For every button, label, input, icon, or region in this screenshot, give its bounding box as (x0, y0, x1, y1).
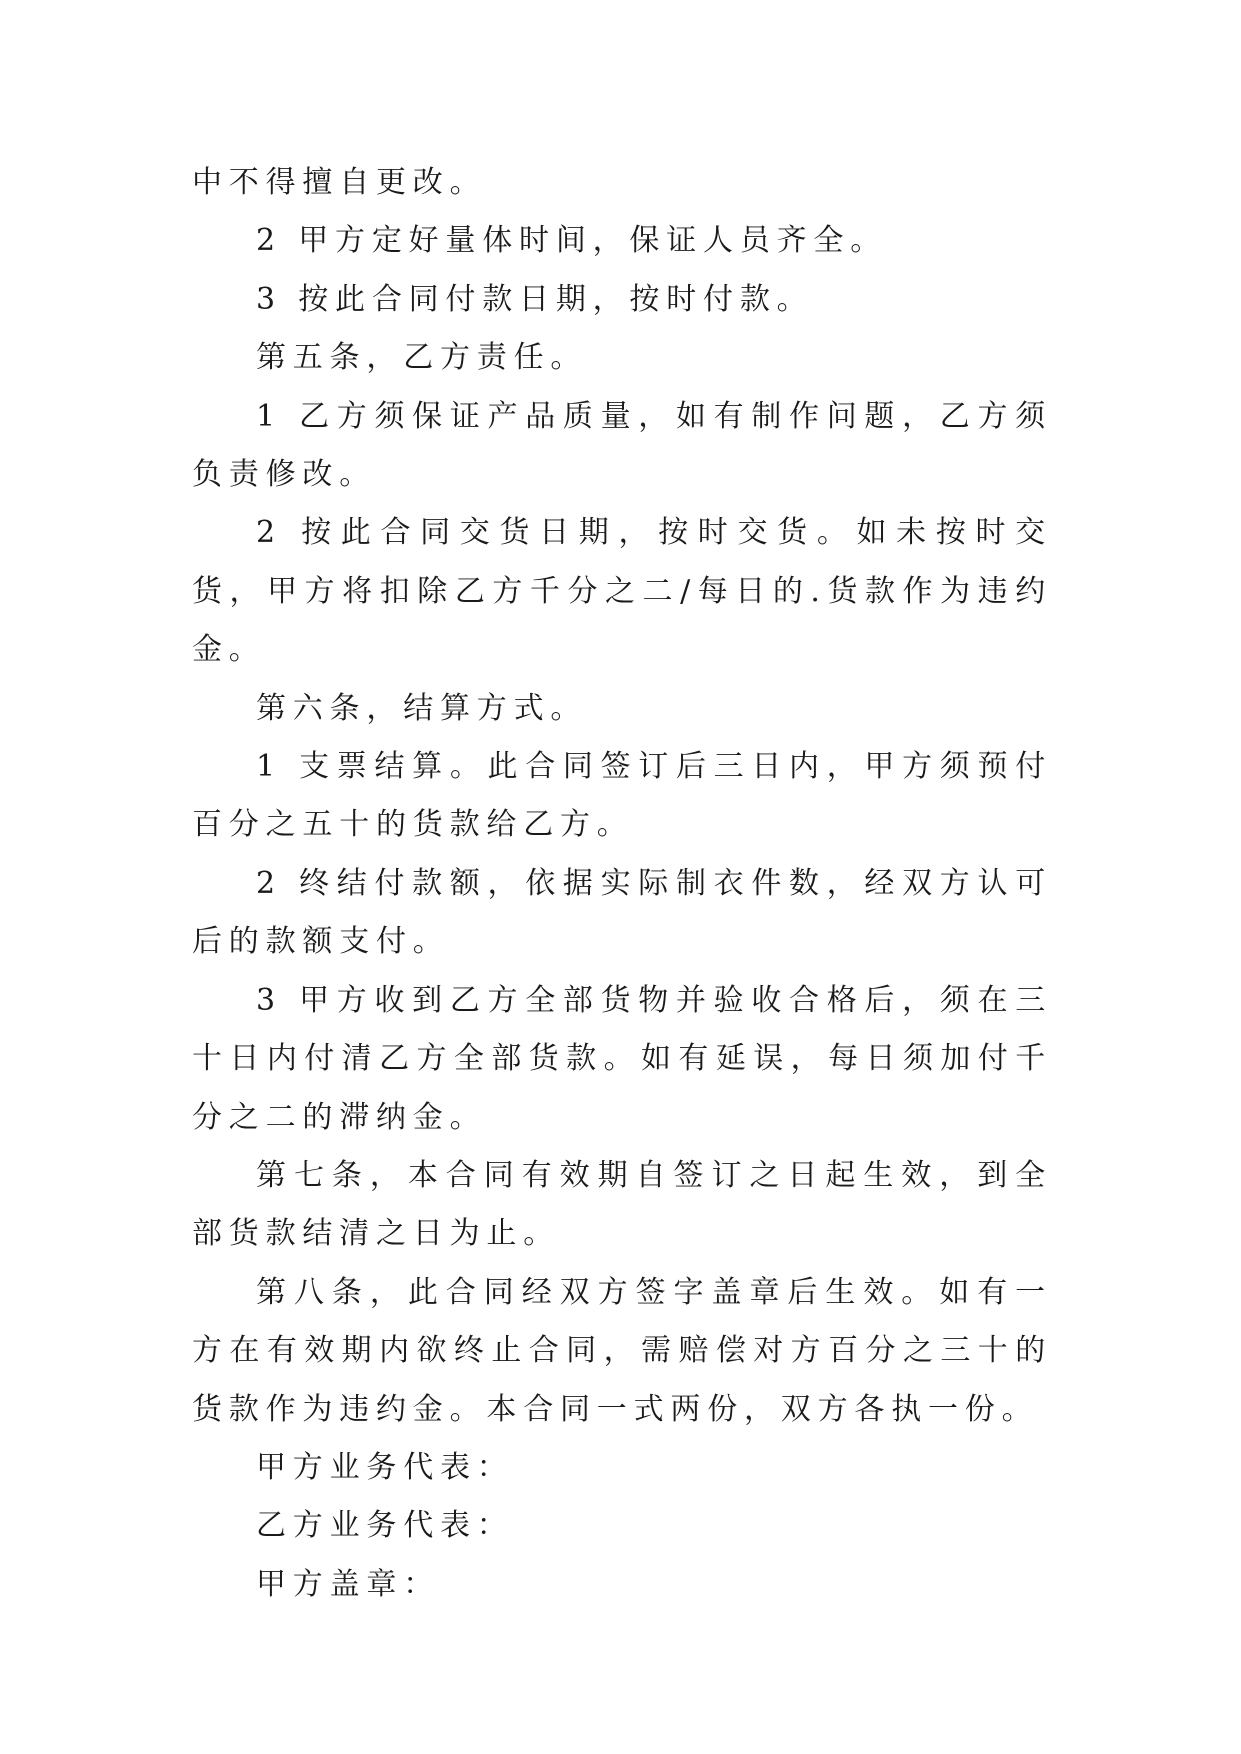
document-body (192, 154, 1052, 1614)
article-5-heading: 第五条，乙方责任。 (256, 340, 588, 376)
paragraph-settlement-item-3: 3 甲方收到乙方全部货物并验收合格后，须在三十日内付清乙方全部货款。如有延误，每日须加付千分之二的滞纳金。 (192, 982, 1052, 1135)
article-7: 第七条，本合同有效期自签订之日起生效，到全部货款结清之日为止。 (192, 1157, 1052, 1252)
paragraph-party-b-item-2: 2 按此合同交货日期，按时交货。如未按时交货，甲方将扣除乙方千分之二/每日的.货款作为违约金。 (192, 515, 1052, 668)
article-6-heading: 第六条，结算方式。 (256, 690, 588, 726)
paragraph-settlement-item-2: 2 终结付款额，依据实际制衣件数，经双方认可后的款额支付。 (192, 865, 1052, 960)
paragraph-party-a-item-3: 3 按此合同付款日期，按时付款。 (256, 281, 814, 317)
party-a-seal: 甲方盖章： (256, 1566, 440, 1602)
paragraph-party-a-item-2: 2 甲方定好量体时间，保证人员齐全。 (256, 223, 888, 259)
article-8: 第八条，此合同经双方签字盖章后生效。如有一方在有效期内欲终止合同，需赔偿对方百分之三十的货款作为违约金。本合同一式两份，双方各执一份。 (192, 1274, 1052, 1427)
paragraph-settlement-item-1: 1 支票结算。此合同签订后三日内，甲方须预付百分之五十的货款给乙方。 (192, 749, 1052, 843)
paragraph-continuation: 中不得擅自更改。 (192, 165, 487, 200)
party-b-representative: 乙方业务代表： (256, 1508, 514, 1544)
party-a-representative: 甲方业务代表： (256, 1449, 514, 1485)
paragraph-party-b-item-1: 1 乙方须保证产品质量，如有制作问题，乙方须负责修改。 (192, 398, 1052, 493)
